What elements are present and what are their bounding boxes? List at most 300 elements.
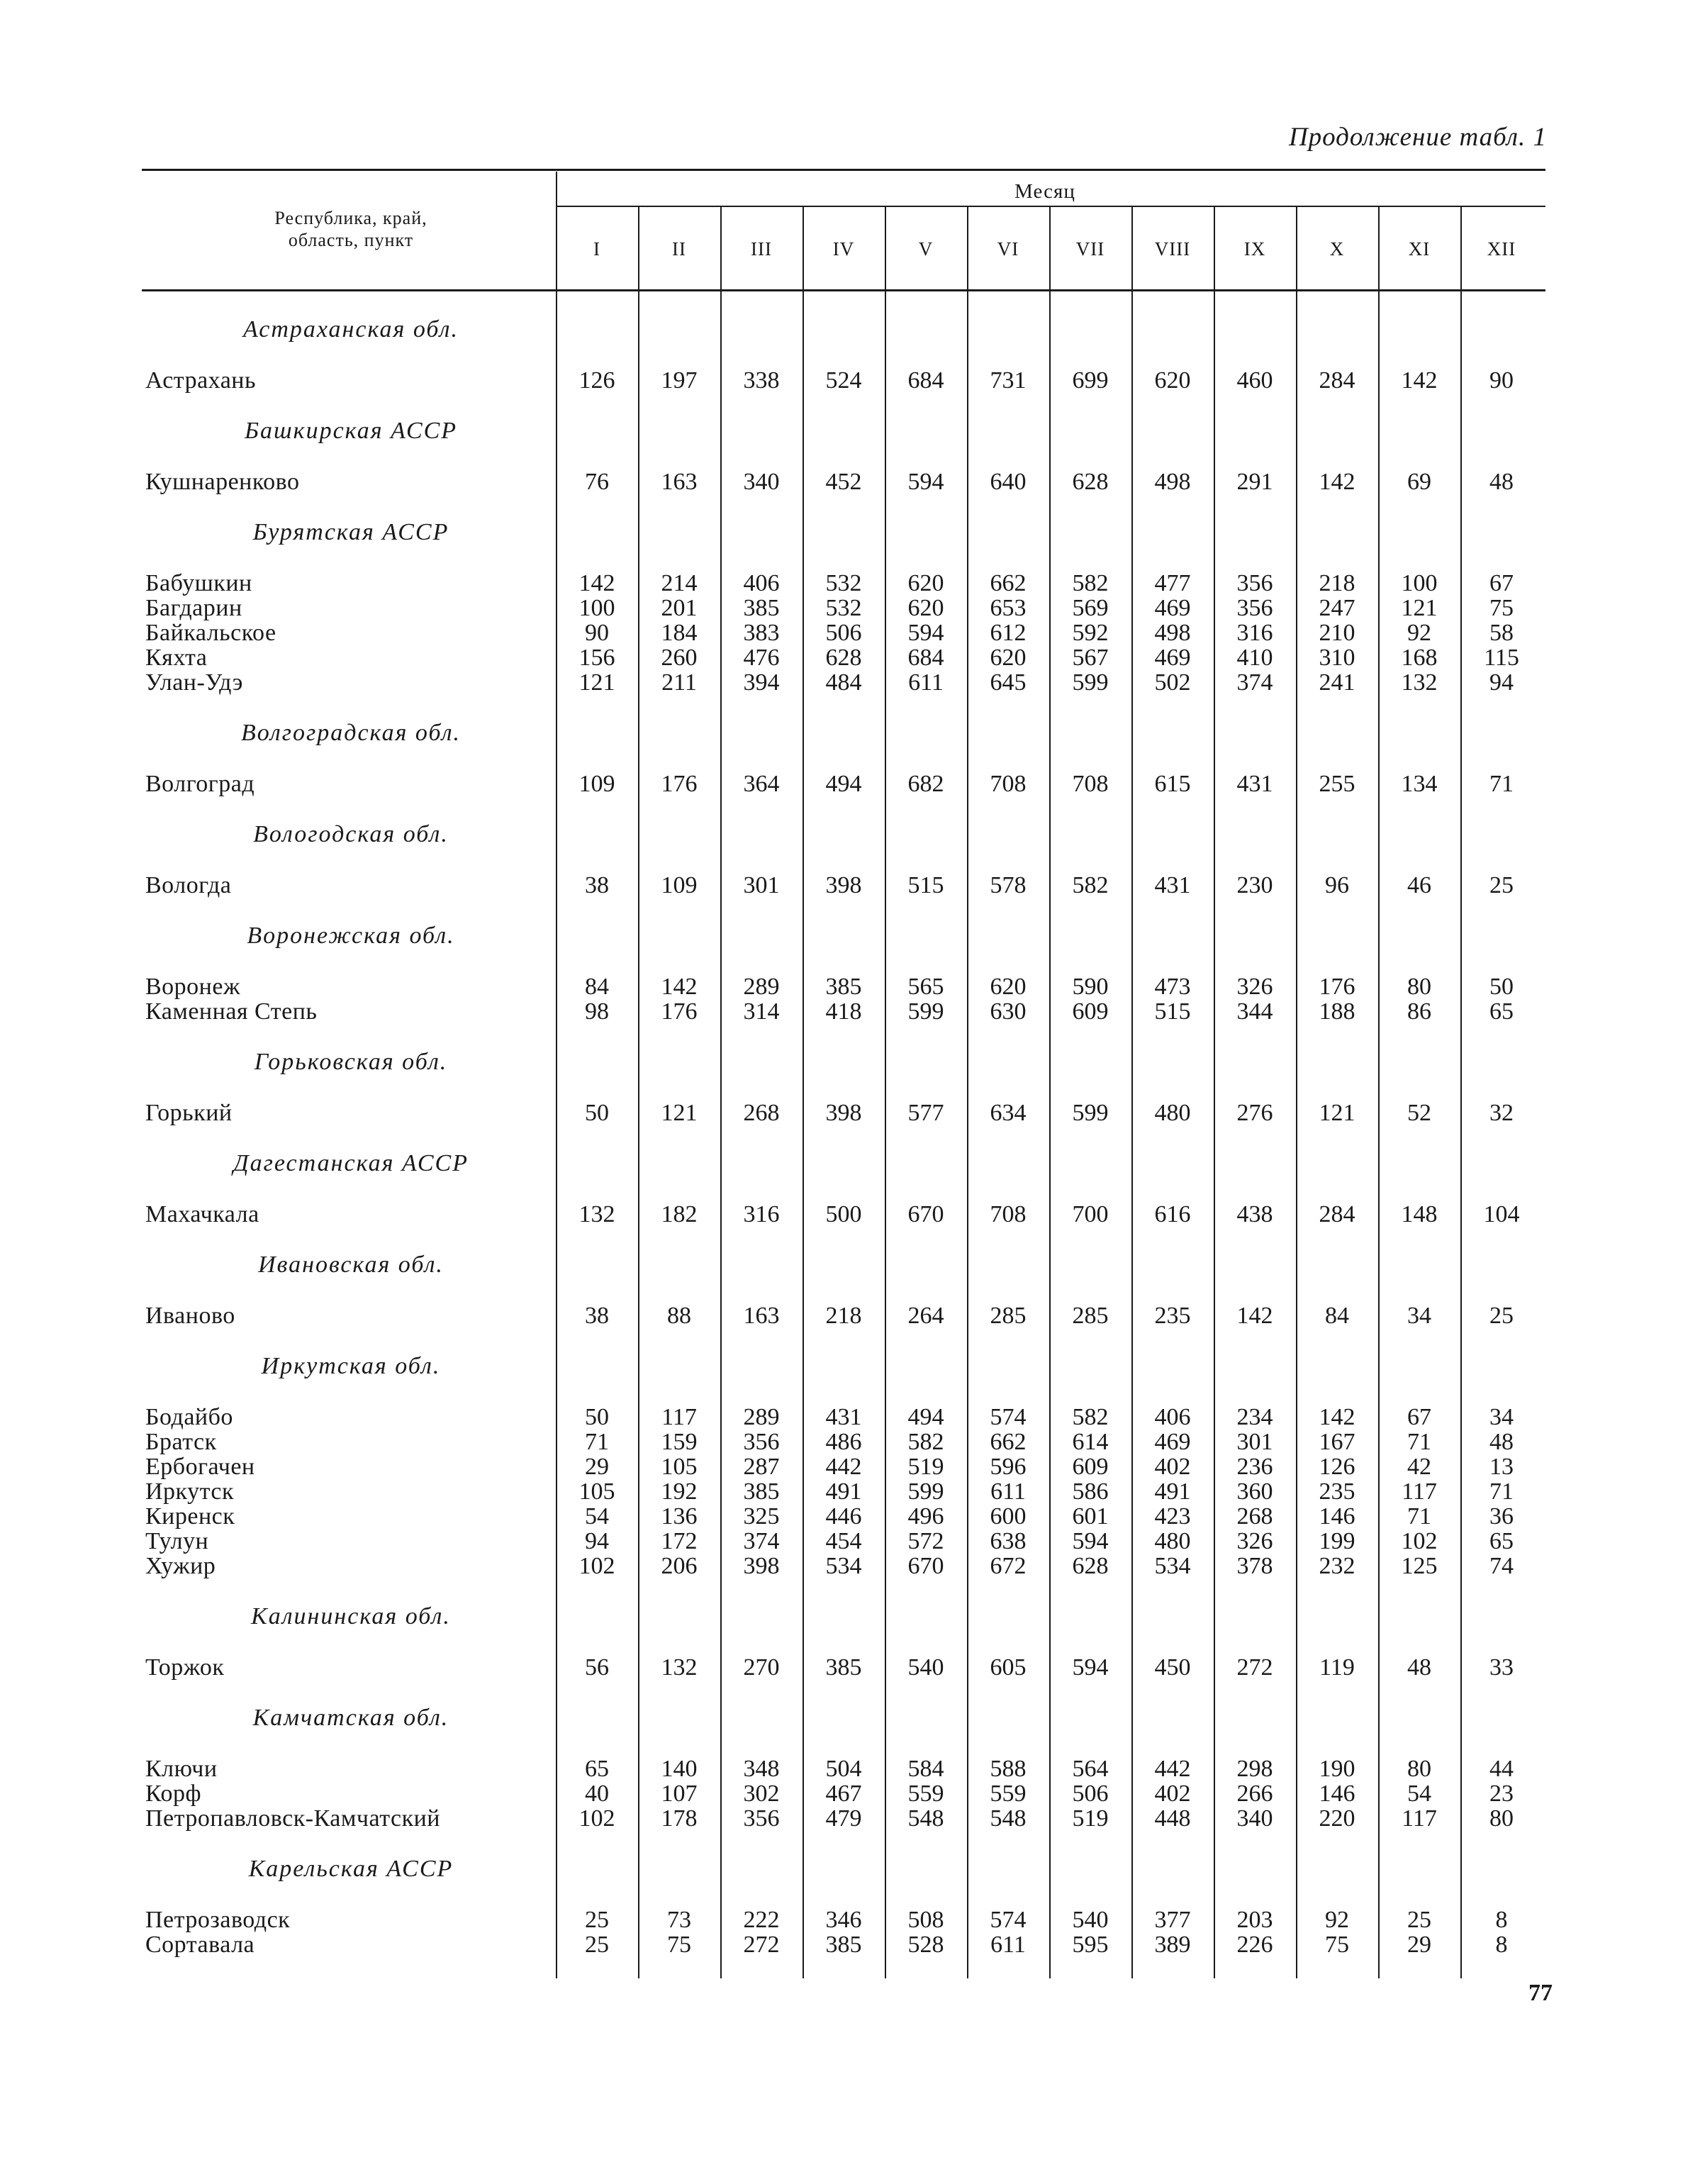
month-value: 289 — [743, 1404, 780, 1430]
month-header-4: IV — [832, 238, 855, 260]
month-value: 284 — [1319, 1201, 1355, 1227]
month-value: 67 — [1489, 570, 1514, 596]
month-value: 84 — [585, 974, 609, 1000]
month-value: 484 — [825, 669, 862, 696]
region-heading: Бурятская АССР — [252, 519, 449, 545]
month-value: 48 — [1489, 1429, 1514, 1455]
month-value: 574 — [990, 1404, 1027, 1430]
month-value: 645 — [990, 669, 1027, 696]
month-value: 596 — [990, 1454, 1027, 1480]
month-value: 634 — [990, 1100, 1027, 1126]
place-name: Махачкала — [145, 1201, 259, 1227]
month-value: 577 — [907, 1100, 944, 1126]
month-value: 132 — [661, 1654, 698, 1681]
month-value: 201 — [661, 595, 698, 621]
month-value: 582 — [907, 1429, 944, 1455]
month-value: 71 — [585, 1429, 609, 1455]
month-value: 172 — [661, 1528, 698, 1554]
month-value: 540 — [1072, 1907, 1109, 1933]
month-value: 594 — [907, 620, 944, 646]
month-value: 519 — [907, 1454, 944, 1480]
month-value: 214 — [661, 570, 698, 596]
month-value: 71 — [1489, 771, 1514, 797]
month-value: 86 — [1407, 998, 1431, 1025]
place-name: Вологда — [145, 872, 232, 898]
month-value: 684 — [907, 645, 944, 671]
month-value: 40 — [585, 1781, 609, 1807]
month-value: 67 — [1407, 1404, 1431, 1430]
month-value: 385 — [743, 595, 780, 621]
month-value: 75 — [1489, 595, 1514, 621]
place-name: Ключи — [145, 1756, 218, 1782]
month-value: 469 — [1154, 595, 1191, 621]
month-value: 498 — [1154, 620, 1191, 646]
month-header-8: VIII — [1154, 238, 1191, 260]
month-value: 46 — [1407, 872, 1431, 898]
month-value: 142 — [1236, 1303, 1273, 1329]
place-name: Братск — [145, 1429, 217, 1455]
month-value: 595 — [1072, 1932, 1109, 1958]
month-value: 534 — [825, 1553, 862, 1579]
month-value: 385 — [743, 1478, 780, 1505]
month-value: 494 — [825, 771, 862, 797]
month-value: 446 — [825, 1503, 862, 1530]
month-value: 374 — [743, 1528, 780, 1554]
month-value: 564 — [1072, 1756, 1109, 1782]
month-value: 731 — [990, 367, 1027, 394]
place-name: Корф — [145, 1781, 202, 1807]
month-value: 611 — [908, 669, 944, 696]
month-value: 100 — [578, 595, 615, 621]
month-value: 486 — [825, 1429, 862, 1455]
month-value: 163 — [661, 469, 698, 495]
month-value: 569 — [1072, 595, 1109, 621]
place-name: Горький — [145, 1100, 233, 1126]
month-value: 423 — [1154, 1503, 1191, 1530]
month-value: 356 — [743, 1805, 780, 1832]
month-value: 146 — [1319, 1781, 1355, 1807]
region-heading: Калининская обл. — [251, 1603, 451, 1629]
month-value: 383 — [743, 620, 780, 646]
month-value: 377 — [1154, 1907, 1191, 1933]
place-name: Ербогачен — [145, 1454, 255, 1480]
month-value: 616 — [1154, 1201, 1191, 1227]
month-value: 241 — [1319, 669, 1355, 696]
month-value: 289 — [743, 974, 780, 1000]
month-value: 398 — [825, 872, 862, 898]
month-value: 599 — [907, 998, 944, 1025]
month-value: 75 — [667, 1932, 691, 1958]
place-header-line: область, пункт — [288, 230, 414, 250]
place-name: Багдарин — [145, 595, 242, 621]
month-value: 88 — [667, 1303, 691, 1329]
region-heading: Воронежская обл. — [247, 923, 455, 949]
column-divider — [556, 172, 557, 1978]
month-value: 615 — [1154, 771, 1191, 797]
month-value: 50 — [1489, 974, 1514, 1000]
month-value: 226 — [1236, 1932, 1273, 1958]
column-divider — [1460, 207, 1462, 1978]
month-value: 708 — [990, 1201, 1027, 1227]
month-value: 582 — [1072, 872, 1109, 898]
month-value: 192 — [661, 1478, 698, 1505]
month-value: 469 — [1154, 1429, 1191, 1455]
month-value: 98 — [585, 998, 609, 1025]
month-value: 102 — [1401, 1528, 1438, 1554]
month-value: 477 — [1154, 570, 1191, 596]
month-value: 117 — [661, 1404, 697, 1430]
month-value: 188 — [1319, 998, 1355, 1025]
month-value: 620 — [907, 595, 944, 621]
month-value: 700 — [1072, 1201, 1109, 1227]
month-value: 532 — [825, 595, 862, 621]
month-value: 584 — [907, 1756, 944, 1782]
month-value: 148 — [1401, 1201, 1438, 1227]
month-value: 222 — [743, 1907, 780, 1933]
month-value: 260 — [661, 645, 698, 671]
column-divider — [1378, 207, 1380, 1978]
month-value: 220 — [1319, 1805, 1355, 1832]
month-value: 325 — [743, 1503, 780, 1530]
column-divider — [720, 207, 722, 1978]
month-value: 356 — [1236, 595, 1273, 621]
month-value: 496 — [907, 1503, 944, 1530]
month-value: 236 — [1236, 1454, 1273, 1480]
month-value: 385 — [825, 1654, 862, 1681]
month-value: 594 — [1072, 1528, 1109, 1554]
month-value: 540 — [907, 1654, 944, 1681]
month-value: 92 — [1407, 620, 1431, 646]
month-value: 620 — [990, 645, 1027, 671]
month-value: 109 — [578, 771, 615, 797]
month-value: 94 — [585, 1528, 609, 1554]
month-value: 699 — [1072, 367, 1109, 394]
month-value: 385 — [825, 974, 862, 1000]
month-value: 340 — [1236, 1805, 1273, 1832]
place-name: Каменная Степь — [145, 998, 318, 1025]
month-value: 506 — [1072, 1781, 1109, 1807]
month-value: 460 — [1236, 367, 1273, 394]
month-value: 599 — [907, 1478, 944, 1505]
month-value: 80 — [1489, 1805, 1514, 1832]
month-value: 498 — [1154, 469, 1191, 495]
month-value: 38 — [585, 1303, 609, 1329]
month-value: 48 — [1407, 1654, 1431, 1681]
month-value: 402 — [1154, 1454, 1191, 1480]
month-value: 121 — [1319, 1100, 1355, 1126]
month-value: 298 — [1236, 1756, 1273, 1782]
month-value: 8 — [1495, 1932, 1508, 1958]
month-value: 178 — [661, 1805, 698, 1832]
place-name: Иркутск — [145, 1478, 234, 1505]
month-value: 611 — [990, 1478, 1026, 1505]
column-divider — [885, 207, 886, 1978]
month-value: 109 — [661, 872, 698, 898]
month-value: 52 — [1407, 1100, 1431, 1126]
month-value: 142 — [1319, 1404, 1355, 1430]
month-value: 452 — [825, 469, 862, 495]
month-value: 620 — [907, 570, 944, 596]
month-value: 125 — [1401, 1553, 1438, 1579]
month-value: 406 — [743, 570, 780, 596]
month-value: 301 — [743, 872, 780, 898]
month-value: 638 — [990, 1528, 1027, 1554]
place-name: Иваново — [145, 1303, 235, 1329]
month-header-2: II — [672, 238, 686, 260]
month-value: 234 — [1236, 1404, 1273, 1430]
header-bottom-rule — [142, 289, 1545, 291]
month-value: 121 — [1401, 595, 1438, 621]
place-name: Сортавала — [145, 1932, 255, 1958]
month-value: 582 — [1072, 1404, 1109, 1430]
month-value: 599 — [1072, 669, 1109, 696]
month-value: 480 — [1154, 1100, 1191, 1126]
region-heading: Дагестанская АССР — [233, 1150, 469, 1176]
month-value: 232 — [1319, 1553, 1355, 1579]
month-value: 90 — [1489, 367, 1514, 394]
month-value: 121 — [578, 669, 615, 696]
month-value: 230 — [1236, 872, 1273, 898]
month-value: 594 — [907, 469, 944, 495]
month-value: 8 — [1495, 1907, 1508, 1933]
month-value: 469 — [1154, 645, 1191, 671]
month-value: 65 — [585, 1756, 609, 1782]
month-value: 211 — [661, 669, 697, 696]
month-header-5: V — [918, 238, 934, 260]
month-value: 80 — [1407, 974, 1431, 1000]
place-name: Петрозаводск — [145, 1907, 291, 1933]
month-value: 25 — [585, 1932, 609, 1958]
column-divider — [638, 207, 639, 1978]
month-value: 548 — [907, 1805, 944, 1832]
month-value: 590 — [1072, 974, 1109, 1000]
month-value: 25 — [1489, 872, 1514, 898]
month-value: 586 — [1072, 1478, 1109, 1505]
month-value: 398 — [743, 1553, 780, 1579]
month-value: 494 — [907, 1404, 944, 1430]
month-value: 184 — [661, 620, 698, 646]
month-value: 36 — [1489, 1503, 1514, 1530]
month-header-10: X — [1329, 238, 1345, 260]
month-value: 168 — [1401, 645, 1438, 671]
month-value: 670 — [907, 1553, 944, 1579]
month-value: 96 — [1325, 872, 1349, 898]
month-value: 102 — [578, 1805, 615, 1832]
month-value: 609 — [1072, 998, 1109, 1025]
month-value: 156 — [578, 645, 615, 671]
month-value: 519 — [1072, 1805, 1109, 1832]
month-value: 38 — [585, 872, 609, 898]
month-value: 65 — [1489, 998, 1514, 1025]
month-value: 25 — [1489, 1303, 1514, 1329]
month-value: 126 — [578, 367, 615, 394]
month-value: 197 — [661, 367, 698, 394]
month-value: 176 — [1319, 974, 1355, 1000]
month-value: 105 — [661, 1454, 698, 1480]
table-top-rule — [142, 169, 1545, 171]
column-divider — [803, 207, 804, 1978]
month-value: 121 — [661, 1100, 698, 1126]
month-value: 708 — [990, 771, 1027, 797]
month-value: 442 — [1154, 1756, 1191, 1782]
place-name: Кушнаренково — [145, 469, 300, 495]
month-value: 272 — [743, 1932, 780, 1958]
month-value: 25 — [1407, 1907, 1431, 1933]
place-name: Астрахань — [145, 367, 257, 394]
region-heading: Горьковская обл. — [254, 1049, 448, 1075]
month-value: 630 — [990, 998, 1027, 1025]
month-value: 356 — [1236, 570, 1273, 596]
month-value: 344 — [1236, 998, 1273, 1025]
place-name: Торжок — [145, 1654, 225, 1681]
month-value: 117 — [1402, 1478, 1437, 1505]
month-value: 326 — [1236, 1528, 1273, 1554]
month-value: 310 — [1319, 645, 1355, 671]
month-value: 13 — [1489, 1454, 1514, 1480]
page-number: 77 — [1528, 1980, 1553, 2006]
month-value: 29 — [1407, 1932, 1431, 1958]
month-value: 592 — [1072, 620, 1109, 646]
month-value: 431 — [825, 1404, 862, 1430]
month-value: 176 — [661, 771, 698, 797]
place-name: Кяхта — [145, 645, 208, 671]
month-value: 23 — [1489, 1781, 1514, 1807]
month-value: 588 — [990, 1756, 1027, 1782]
month-value: 54 — [585, 1503, 609, 1530]
place-name: Хужир — [145, 1553, 216, 1579]
month-value: 48 — [1489, 469, 1514, 495]
month-value: 117 — [1402, 1805, 1437, 1832]
month-value: 255 — [1319, 771, 1355, 797]
month-value: 670 — [907, 1201, 944, 1227]
month-value: 378 — [1236, 1553, 1273, 1579]
month-value: 374 — [1236, 669, 1273, 696]
month-value: 600 — [990, 1503, 1027, 1530]
month-value: 548 — [990, 1805, 1027, 1832]
month-value: 316 — [1236, 620, 1273, 646]
month-value: 364 — [743, 771, 780, 797]
month-value: 276 — [1236, 1100, 1273, 1126]
month-value: 528 — [907, 1932, 944, 1958]
month-value: 75 — [1325, 1932, 1349, 1958]
month-value: 32 — [1489, 1100, 1514, 1126]
month-value: 33 — [1489, 1654, 1514, 1681]
month-header-3: III — [751, 238, 772, 260]
month-value: 74 — [1489, 1553, 1514, 1579]
month-value: 285 — [1072, 1303, 1109, 1329]
month-value: 136 — [661, 1503, 698, 1530]
place-column-header — [142, 207, 560, 251]
month-value: 356 — [743, 1429, 780, 1455]
month-value: 515 — [1154, 998, 1191, 1025]
month-value: 266 — [1236, 1781, 1273, 1807]
month-value: 102 — [578, 1553, 615, 1579]
month-value: 50 — [585, 1404, 609, 1430]
month-value: 620 — [990, 974, 1027, 1000]
month-value: 235 — [1154, 1303, 1191, 1329]
month-value: 100 — [1401, 570, 1438, 596]
region-heading: Карельская АССР — [248, 1856, 454, 1882]
month-value: 609 — [1072, 1454, 1109, 1480]
place-name: Байкальское — [145, 620, 276, 646]
month-value: 402 — [1154, 1781, 1191, 1807]
region-heading: Иркутская обл. — [261, 1353, 441, 1379]
month-value: 506 — [825, 620, 862, 646]
month-value: 119 — [1319, 1654, 1355, 1681]
month-value: 398 — [825, 1100, 862, 1126]
month-value: 628 — [1072, 469, 1109, 495]
month-value: 491 — [1154, 1478, 1191, 1505]
month-value: 301 — [1236, 1429, 1273, 1455]
month-value: 44 — [1489, 1756, 1514, 1782]
month-value: 653 — [990, 595, 1027, 621]
region-heading: Вологодская обл. — [253, 821, 449, 847]
month-value: 406 — [1154, 1404, 1191, 1430]
month-value: 594 — [1072, 1654, 1109, 1681]
month-header-12: XII — [1487, 238, 1516, 260]
month-value: 84 — [1325, 1303, 1349, 1329]
month-value: 29 — [585, 1454, 609, 1480]
month-value: 71 — [1407, 1503, 1431, 1530]
month-value: 628 — [1072, 1553, 1109, 1579]
month-value: 612 — [990, 620, 1027, 646]
month-value: 450 — [1154, 1654, 1191, 1681]
month-value: 50 — [585, 1100, 609, 1126]
month-value: 479 — [825, 1805, 862, 1832]
month-value: 134 — [1401, 771, 1438, 797]
month-value: 90 — [585, 620, 609, 646]
month-value: 572 — [907, 1528, 944, 1554]
month-value: 268 — [743, 1100, 780, 1126]
month-value: 467 — [825, 1781, 862, 1807]
month-value: 42 — [1407, 1454, 1431, 1480]
month-value: 504 — [825, 1756, 862, 1782]
month-value: 71 — [1407, 1429, 1431, 1455]
column-divider — [1131, 207, 1133, 1978]
table-caption: Продолжение табл. 1 — [1288, 123, 1547, 152]
month-value: 640 — [990, 469, 1027, 495]
month-value: 534 — [1154, 1553, 1191, 1579]
month-value: 346 — [825, 1907, 862, 1933]
month-value: 565 — [907, 974, 944, 1000]
month-value: 142 — [661, 974, 698, 1000]
month-value: 340 — [743, 469, 780, 495]
month-value: 182 — [661, 1201, 698, 1227]
column-divider — [967, 207, 968, 1978]
month-value: 94 — [1489, 669, 1514, 696]
month-value: 708 — [1072, 771, 1109, 797]
month-value: 176 — [661, 998, 698, 1025]
month-value: 611 — [990, 1932, 1026, 1958]
month-value: 620 — [1154, 367, 1191, 394]
region-heading: Ивановская обл. — [258, 1252, 444, 1278]
month-value: 628 — [825, 645, 862, 671]
month-header-7: VII — [1075, 238, 1105, 260]
month-value: 80 — [1407, 1756, 1431, 1782]
region-heading: Камчатская обл. — [252, 1705, 449, 1731]
month-value: 167 — [1319, 1429, 1355, 1455]
place-name: Бабушкин — [145, 570, 252, 596]
place-header-line: Республика, край, — [274, 208, 427, 228]
month-value: 684 — [907, 367, 944, 394]
month-value: 338 — [743, 367, 780, 394]
month-value: 682 — [907, 771, 944, 797]
month-value: 126 — [1319, 1454, 1355, 1480]
month-value: 672 — [990, 1553, 1027, 1579]
month-value: 132 — [1401, 669, 1438, 696]
place-name: Киренск — [145, 1503, 235, 1530]
month-value: 132 — [578, 1201, 615, 1227]
